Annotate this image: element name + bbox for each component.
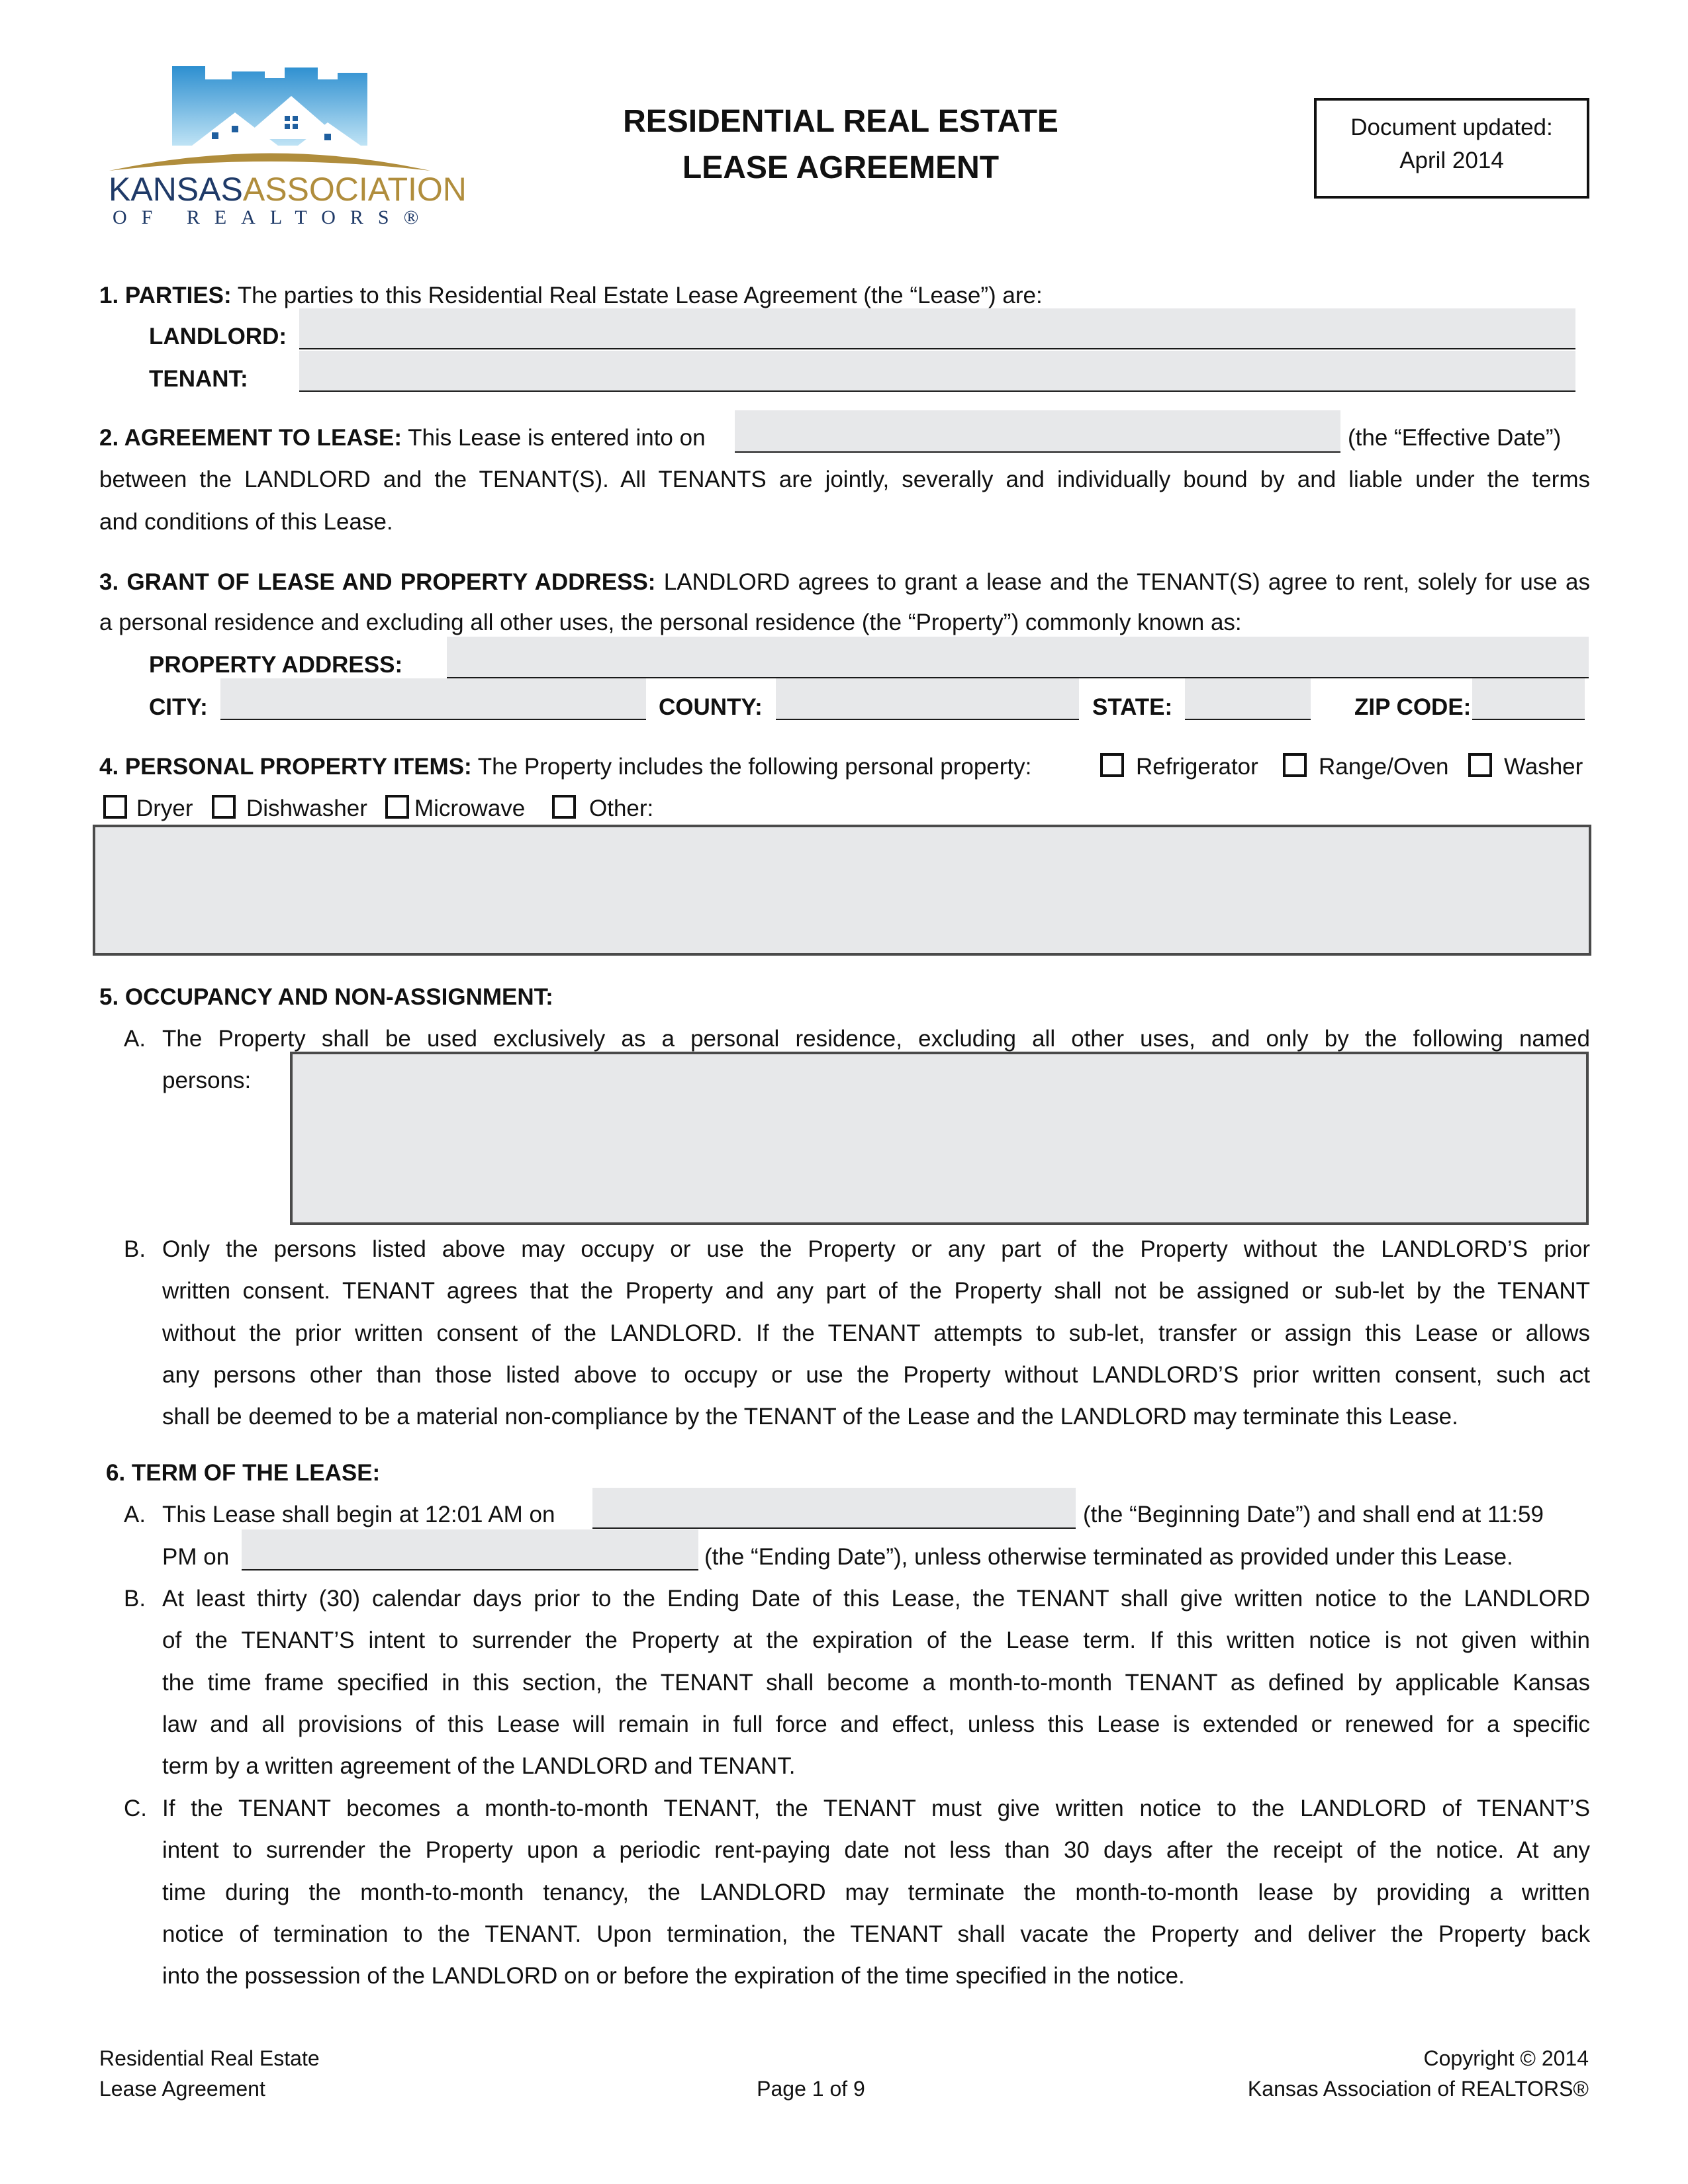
term-b-line: of the TENANT’S intent to surrender the Property at the expiration of the Lease term. If this written notice is not given within	[162, 1627, 1590, 1653]
named-persons-textarea[interactable]	[290, 1052, 1589, 1225]
landlord-label: LANDLORD:	[149, 324, 287, 349]
agreement-text-a: This Lease is entered into on	[408, 425, 706, 451]
dryer-checkbox[interactable]	[103, 795, 127, 819]
city-field[interactable]	[220, 678, 646, 720]
occupancy-b-line: shall be deemed to be a material non-compliance by the TENANT of the Lease and the LANDLORD may terminate this Lease.	[162, 1404, 1458, 1430]
term-c-line: into the possession of the LANDLORD on or before the expiration of the time specified in the notice.	[162, 1963, 1185, 1989]
microwave-checkbox[interactable]	[385, 795, 409, 819]
term-c-line: notice of termination to the TENANT. Upon termination, the TENANT shall vacate the Property and deliver the Property back	[162, 1921, 1590, 1947]
occupancy-b-line: any persons other than those listed above to occupy or use the Property without LANDLORD’S prior written consent, such act	[162, 1362, 1590, 1388]
term-a-text1: This Lease shall begin at 12:01 AM on	[162, 1502, 555, 1527]
term-c-line: intent to surrender the Property upon a periodic rent-paying date not less than 30 days after the receipt of the notice. At any	[162, 1837, 1590, 1863]
term-a-text2: (the “Beginning Date”) and shall end at 11:59	[1083, 1502, 1544, 1527]
footer-left-line1: Residential Real Estate	[99, 2046, 320, 2070]
parties-text: The parties to this Residential Real Estate Lease Agreement (the “Lease”) are:	[237, 283, 1043, 308]
kansas-realtors-logo	[99, 60, 467, 232]
dryer-label: Dryer	[136, 796, 193, 821]
occupancy-b-line: written consent. TENANT agrees that the Property and any part of the Property shall not be assigned or sub-let by the TENANT	[162, 1278, 1590, 1304]
document-updated-box	[1314, 98, 1589, 199]
occupancy-heading: 5. OCCUPANCY AND NON-ASSIGNMENT:	[99, 984, 553, 1010]
logo-kansas-text: KANSAS	[109, 171, 243, 208]
tenant-label: TENANT:	[149, 366, 248, 392]
updated-date: April 2014	[1399, 148, 1504, 173]
personal-property-heading: 4. PERSONAL PROPERTY ITEMS:	[99, 754, 472, 780]
term-c-marker: C.	[124, 1796, 147, 1821]
county-field[interactable]	[776, 678, 1079, 720]
occupancy-b-line: without the prior written consent of the LANDLORD. If the TENANT attempts to sub-let, transfer or assign this Lease or allows	[162, 1320, 1590, 1346]
agreement-heading: 2. AGREEMENT TO LEASE:	[99, 425, 402, 451]
parties-section	[99, 282, 1043, 310]
occupancy-b-marker: B.	[124, 1236, 146, 1262]
grant-text-a: LANDLORD agrees to grant a lease and the TENANT(S) agree to rent, solely for use as	[663, 569, 1591, 595]
parties-heading: 1. PARTIES:	[99, 283, 232, 308]
term-b-line: the time frame specified in this section, the TENANT shall become a month-to-month TENANT as defined by applicable Kansas	[162, 1670, 1590, 1696]
state-field[interactable]	[1185, 678, 1311, 720]
county-label: COUNTY:	[659, 694, 763, 720]
term-a-text4: (the “Ending Date”), unless otherwise terminated as provided under this Lease.	[704, 1544, 1513, 1570]
washer-checkbox[interactable]	[1468, 753, 1492, 777]
grant-line2: a personal residence and excluding all other uses, the personal residence (the “Property”) commonly known as:	[99, 610, 1242, 635]
footer-right-line1: Copyright © 2014	[1423, 2046, 1589, 2070]
term-c-line: time during the month-to-month tenancy, the LANDLORD may terminate the month-to-month lease by providing a written	[162, 1880, 1590, 1905]
tenant-field[interactable]	[299, 351, 1575, 392]
zip-code-label: ZIP CODE:	[1354, 694, 1472, 720]
updated-label: Document updated:	[1350, 114, 1553, 140]
occupancy-a-line2: persons:	[162, 1068, 252, 1093]
document-title-line1: RESIDENTIAL REAL ESTATE	[623, 104, 1058, 139]
range-oven-checkbox[interactable]	[1283, 753, 1307, 777]
range-oven-label: Range/Oven	[1319, 754, 1449, 780]
logo-realtors-text: OF REALTORS®	[113, 206, 434, 228]
grant-heading: 3. GRANT OF LEASE AND PROPERTY ADDRESS:	[99, 569, 656, 595]
agreement-line1	[99, 424, 706, 452]
term-a-text3: PM on	[162, 1544, 230, 1570]
beginning-date-field[interactable]	[592, 1488, 1076, 1529]
term-b-line: term by a written agreement of the LANDLORD and TENANT.	[162, 1753, 796, 1779]
other-items-textarea[interactable]	[93, 825, 1591, 956]
ending-date-field[interactable]	[242, 1529, 698, 1570]
term-heading: 6. TERM OF THE LEASE:	[106, 1460, 381, 1486]
refrigerator-checkbox[interactable]	[1100, 753, 1124, 777]
property-address-field[interactable]	[447, 637, 1589, 678]
term-c-line: If the TENANT becomes a month-to-month TENANT, the TENANT must give written notice to the LANDLORD of TENANT’S	[162, 1796, 1590, 1821]
term-b-marker: B.	[124, 1586, 146, 1612]
dishwasher-label: Dishwasher	[246, 796, 367, 821]
occupancy-b-line: Only the persons listed above may occupy or use the Property or any part of the Property without the LANDLORD’S prior	[162, 1236, 1590, 1262]
occupancy-a-marker: A.	[124, 1026, 146, 1052]
zip-code-field[interactable]	[1472, 678, 1585, 720]
state-label: STATE:	[1092, 694, 1173, 720]
agreement-line2: between the LANDLORD and the TENANT(S). All TENANTS are jointly, severally and individually bound by and liable under the terms	[99, 467, 1590, 492]
occupancy-a-line1: The Property shall be used exclusively as a personal residence, excluding all other uses, and only by the following named	[162, 1026, 1590, 1052]
grant-line1	[99, 561, 1590, 603]
logo-association-text: ASSOCIATION	[242, 171, 467, 208]
document-title-line2: LEASE AGREEMENT	[682, 150, 1000, 185]
refrigerator-label: Refrigerator	[1136, 754, 1258, 780]
property-address-label: PROPERTY ADDRESS:	[149, 652, 403, 678]
personal-property-line1	[99, 753, 1031, 781]
effective-date-field[interactable]	[735, 410, 1340, 453]
page-number: Page 1 of 9	[757, 2077, 865, 2101]
other-checkbox[interactable]	[552, 795, 576, 819]
microwave-label: Microwave	[414, 796, 526, 821]
term-b-line: At least thirty (30) calendar days prior to the Ending Date of this Lease, the TENANT shall give written notice to the LANDLORD	[162, 1586, 1590, 1612]
agreement-text-b: (the “Effective Date”)	[1348, 425, 1562, 451]
personal-property-text: The Property includes the following personal property:	[477, 754, 1032, 780]
term-b-line: law and all provisions of this Lease will remain in full force and effect, unless this Lease is extended or renewed for a specific	[162, 1711, 1590, 1737]
dishwasher-checkbox[interactable]	[212, 795, 236, 819]
city-label: CITY:	[149, 694, 208, 720]
footer-left-line2: Lease Agreement	[99, 2077, 265, 2101]
footer-right-line2: Kansas Association of REALTORS®	[1247, 2077, 1589, 2101]
agreement-line3: and conditions of this Lease.	[99, 509, 393, 535]
other-label: Other:	[589, 796, 654, 821]
term-a-marker: A.	[124, 1502, 146, 1527]
washer-label: Washer	[1504, 754, 1583, 780]
landlord-field[interactable]	[299, 308, 1575, 349]
